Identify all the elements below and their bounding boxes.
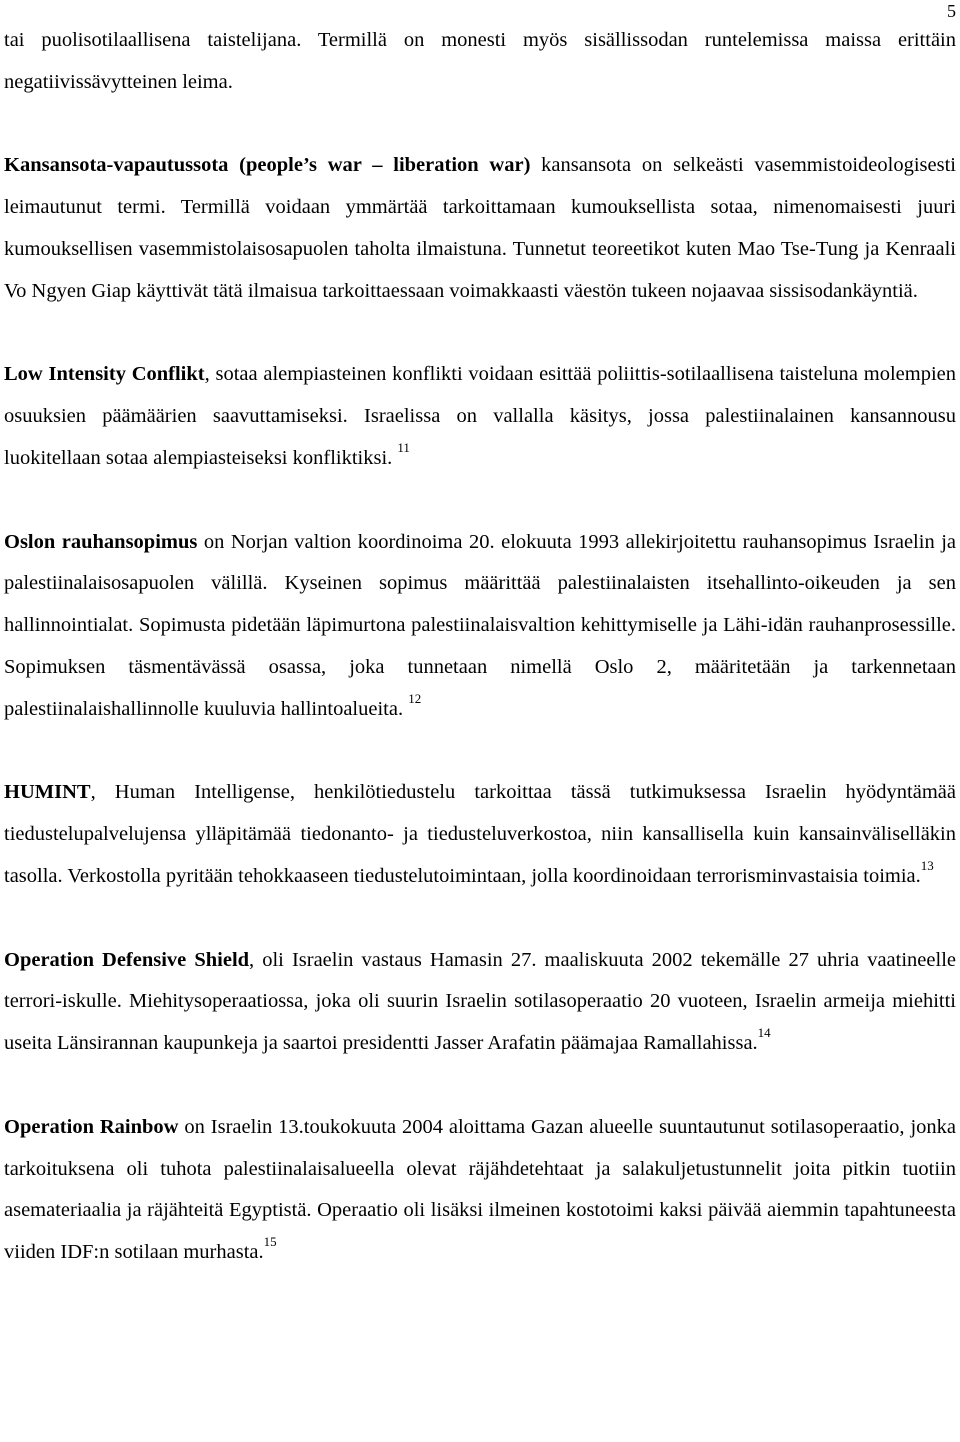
footnote-ref: 13 xyxy=(920,857,934,873)
paragraph-operation-rainbow xyxy=(4,1107,956,1274)
paragraph-oslo-accords xyxy=(4,522,956,731)
paragraph-humint xyxy=(4,772,956,897)
paragraph-text: , sotaa alempiasteinen konflikti voidaan esittää poliittis-sotilaallisena taisteluna molempien osuuksien päämäärien saavuttamiseksi. Israelissa on vallalla käsitys, jossa palestiinalainen kansannousu luokitellaan sotaa alempiasteiseksi konfliktiksi. xyxy=(4,363,956,469)
term: Oslon rauhansopimus xyxy=(4,530,198,553)
paragraph-continuation xyxy=(4,20,956,104)
document-body xyxy=(4,20,956,1316)
term: Kansansota-vapautussota (people’s war – liberation war) xyxy=(4,154,531,177)
footnote-ref: 15 xyxy=(263,1234,277,1250)
footnote-ref: 14 xyxy=(757,1025,771,1041)
paragraph-defensive-shield xyxy=(4,940,956,1065)
paragraph-text: , Human Intelligense, henkilötiedustelu tarkoittaa tässä tutkimuksessa Israelin hyödyntämää tiedustelupalvelujensa ylläpitämää tiedonanto- ja tiedusteluverkostoa, niin kansallisella kuin kansainväliselläkin tasolla. Verkostolla pyritään tehokkaaseen tiedustelutoimintaan, jolla koordinoidaan terrorisminvastaisia toimia. xyxy=(4,781,956,887)
paragraph-text: kansansota on selkeästi vasemmistoideologisesti leimautunut termi. Termillä voidaan ymmärtää tarkoittamaan kumouksellista sotaa, nimenomaisesti juuri kumouksellisen vasemmistolaisosapuolen taholta ilmaistuna. Tunnetut teoreetikot kuten Mao Tse-Tung ja Kenraali Vo Ngyen Giap käyttivät tätä ilmaisua tarkoittaessaan voimakkaasti väestön tukeen nojaavaa sissisodankäyntiä. xyxy=(4,154,956,302)
term: Operation Rainbow xyxy=(4,1115,179,1138)
page-number: 5 xyxy=(947,1,956,21)
footnote-ref: 12 xyxy=(408,690,422,706)
paragraph-text: , oli Israelin vastaus Hamasin 27. maaliskuuta 2002 tekemälle 27 uhria vaatineelle terrori-iskulle. Miehitysoperaatiossa, joka oli suurin Israelin sotilasoperaatio 20 vuoteen, Israelin armeija miehitti useita Länsirannan kaupunkeja ja saartoi presidentti Jasser Arafatin päämajaa Ramallahissa. xyxy=(4,948,956,1055)
term: Operation Defensive Shield xyxy=(4,948,250,971)
paragraph-text: on Norjan valtion koordinoima 20. elokuuta 1993 allekirjoitettu rauhansopimus Israelin ja palestiinalaisosapuolen välillä. Kyseinen sopimus määrittää palestiinalaisten itsehallinto-oikeuden ja sen hallinnointialat. Sopimusta pidetään läpimurtona palestiinalaisvaltion kehittymiselle ja Lähi-idän rauhanprosessille. Sopimuksen täsmentävässä osassa, joka tunnetaan nimellä Oslo 2, määritetään ja tarkennetaan palestiinalaishallinnolle kuuluvia hallintoalueita. xyxy=(4,530,956,720)
term: HUMINT xyxy=(4,781,91,804)
footnote-ref: 11 xyxy=(397,439,410,455)
term: Low Intensity Conflikt xyxy=(4,363,205,386)
paragraph-text: on Israelin 13.toukokuuta 2004 aloittama Gazan alueelle suuntautunut sotilasoperaatio, jonka tarkoituksena oli tuhota palestiinalaisalueella olevat räjähdetehtaat ja salakuljetustunnelit joita pitkin tuotiin asemateriaalia ja räjähteitä Egyptistä. Operaatio oli lisäksi ilmeinen kostotoimi kaksi päivää aiemmin tapahtuneesta viiden IDF:n sotilaan murhasta. xyxy=(4,1115,956,1264)
paragraph-kansansota xyxy=(4,145,956,312)
paragraph-low-intensity-conflict xyxy=(4,354,956,479)
paragraph-text: tai puolisotilaallisena taistelijana. Termillä on monesti myös sisällissodan runtelemissa maissa erittäin negatiivissävytteinen leima. xyxy=(4,29,956,93)
